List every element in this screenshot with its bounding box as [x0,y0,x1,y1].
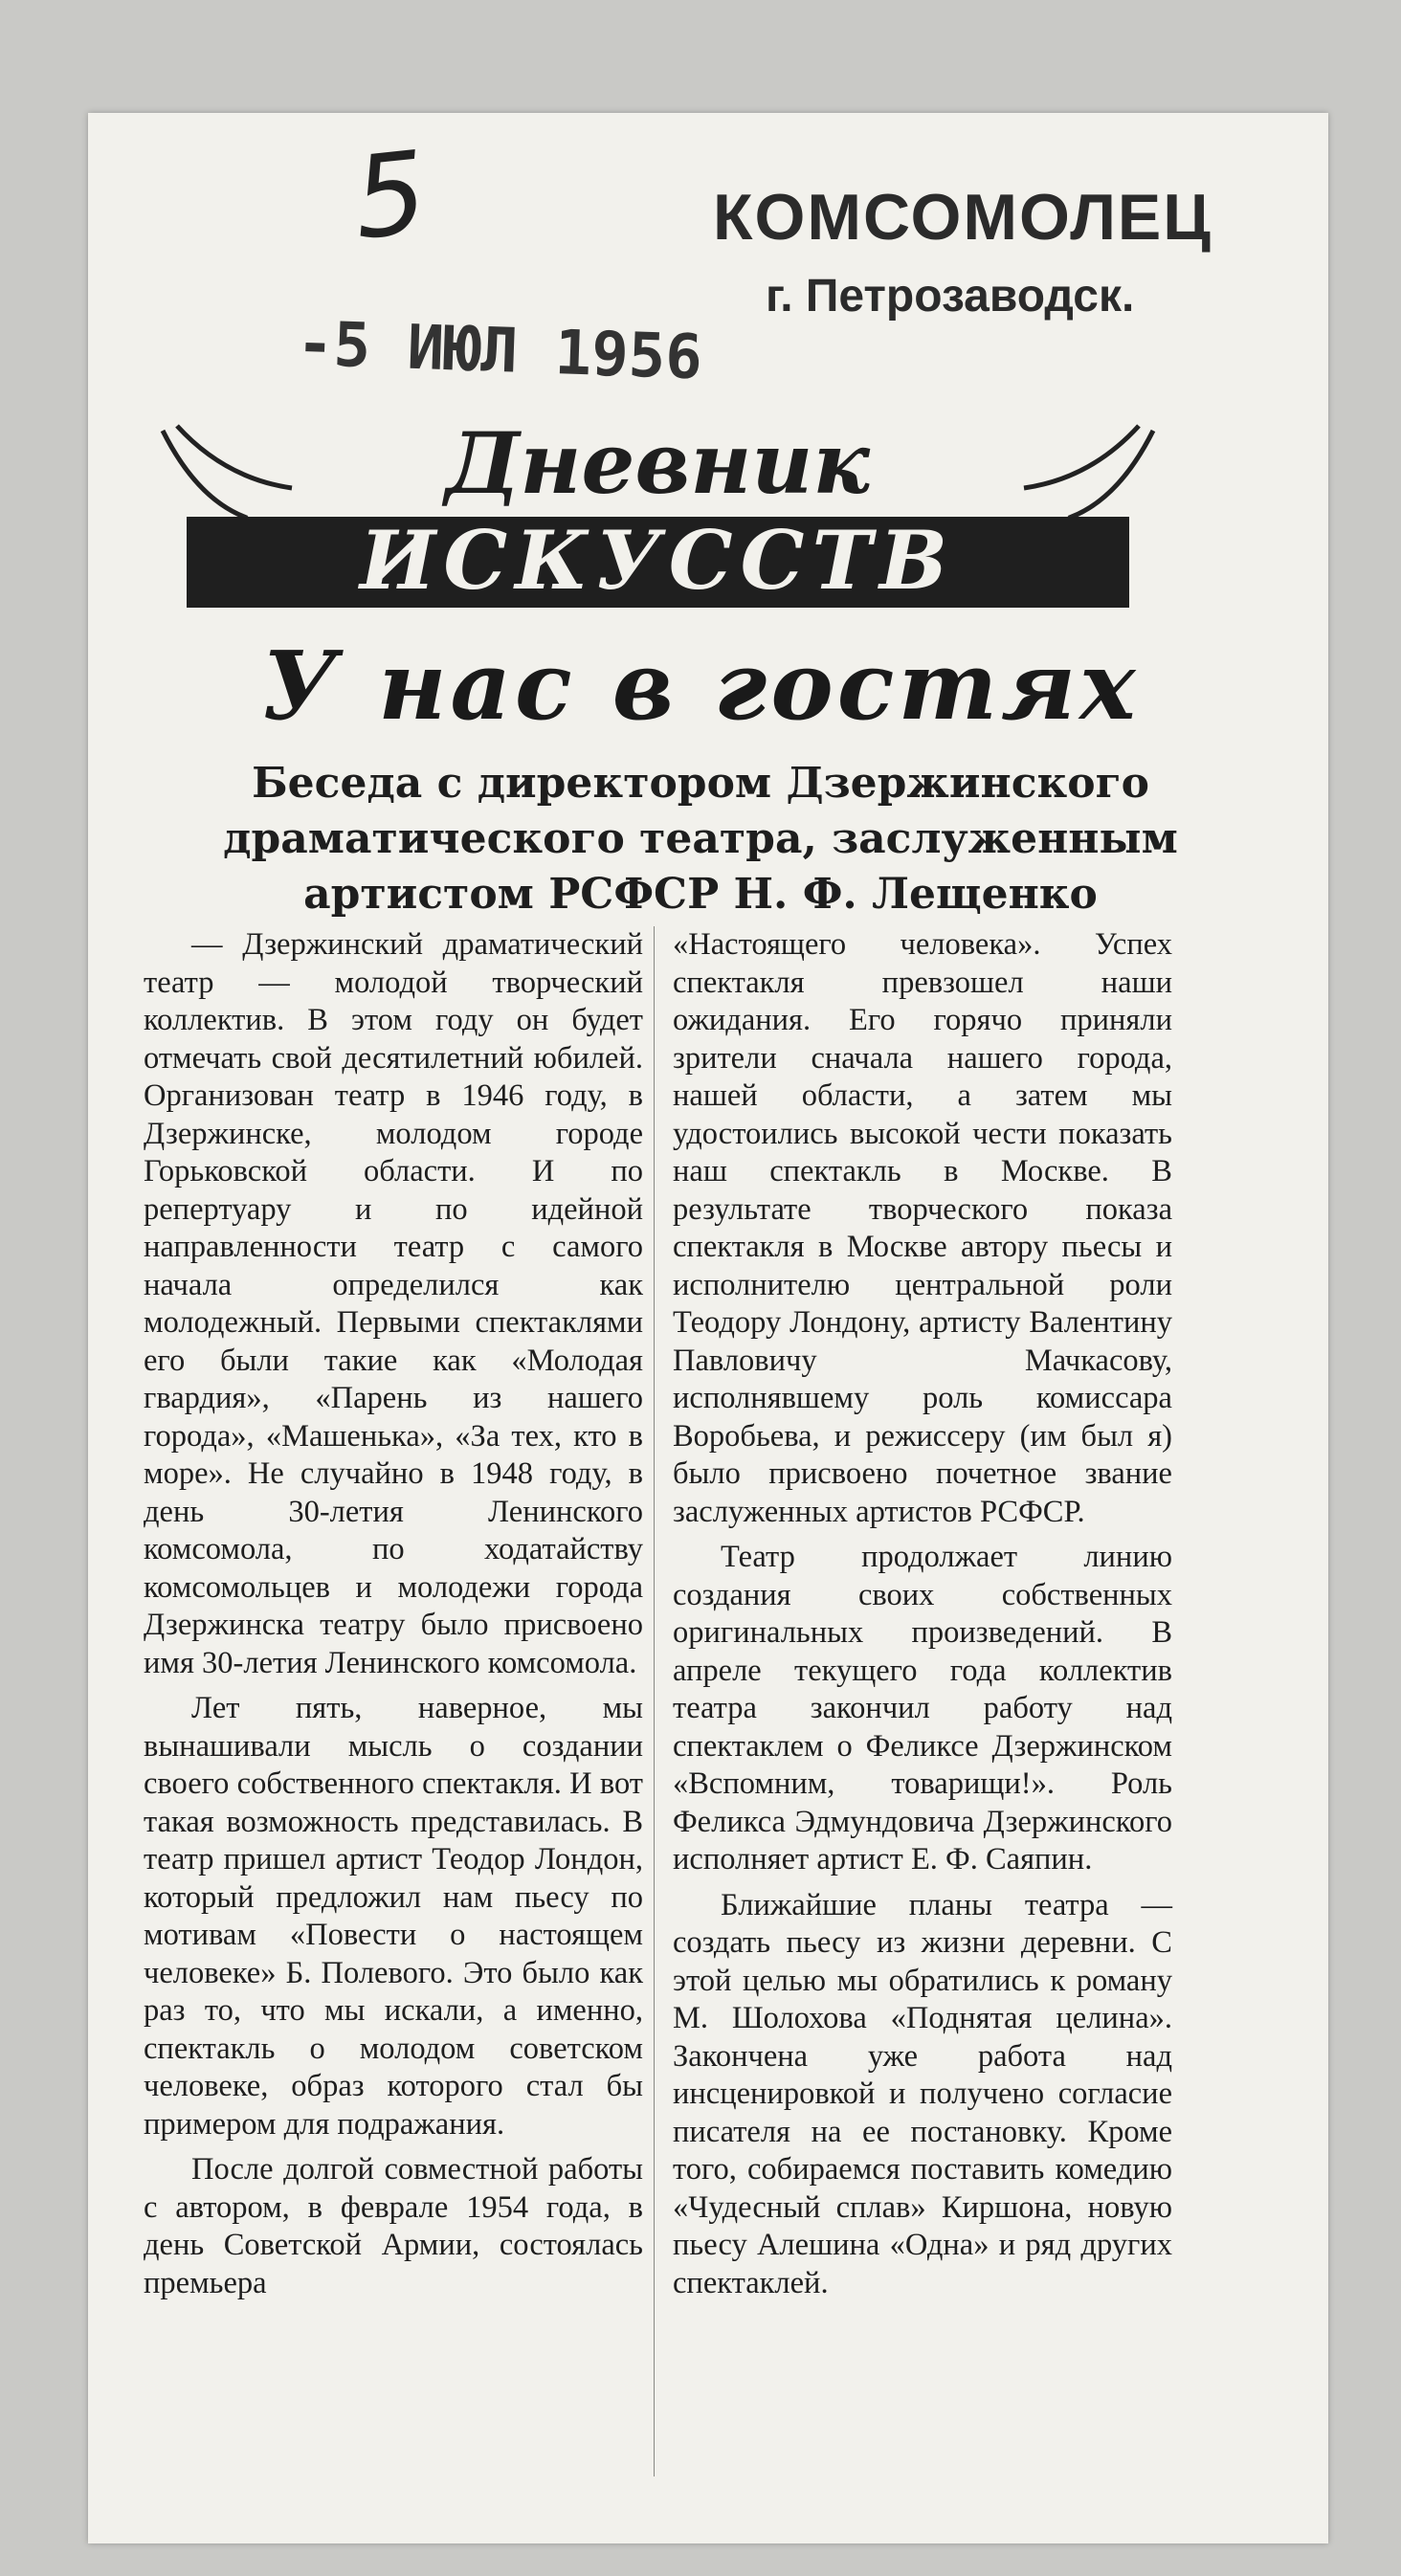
paragraph: Театр продолжает линию создания своих собственных оригинальных произведений. В апреле текущего года коллектив театра закончил работу над спектаклем о Феликсе Дзержинском «Вспомним, товарищи!». Роль Феликса Эдмундовича Дзержинского исполняет артист Е. Ф. Саяпин. [673,1540,1172,1876]
paragraph: «Настоящего человека». Успех спектакля превзошел наши ожидания. Его горячо приняли зрители сначала нашего города, нашей области, а затем мы удостоились высокой чести показать наш спектакль в Москве. В результате творческого показа спектакля в Москве автору пьесы и исполнителю центральной роли Теодору Лондону, артисту Валентину Павловичу Мачкасову, исполнявшему роль комиссара Воробьева, и режиссеру (им был я) было присвоено почетное звание заслуженных артистов РСФСР. [673,927,1172,1529]
date-stamp: -5 ИЮЛ 1956 [295,308,704,394]
paragraph: — Дзержинский драматический театр — молодой творческий коллектив. В этом году он будет отмечать свой десятилетний юбилей. Организован театр в 1946 году, в Дзержинске, молодом городе Горьковской области. И по репертуару и по идейной направленности театр с самого начала определился как молодежный. Первыми спектаклями его были такие как «Молодая гвардия», «Парень из нашего города», «Машенька», «За тех, кто в море». Не случайно в 1948 году, в день 30-летия Ленинского комсомола, по ходатайству комсомольцев и молодежи города Дзержинска театру было присвоено имя 30-летия Ленинского комсомола. [144,927,643,1680]
handwritten-page-number: 5 [346,125,434,265]
article-column-right [673,926,1172,2310]
newspaper-stamp-city: г. Петрозаводск. [766,271,1135,322]
column-divider [654,926,655,2476]
banner-line1: Дневник [445,413,870,513]
article-column-left [144,926,643,2310]
paragraph: Ближайшие планы театра — создать пьесу из жизни деревни. С этой целью мы обратились к роману М. Шолохова «Поднятая целина». Закончена уже работа над инсценировкой и получено согласие писателя на ее постановку. Кроме того, собираемся поставить комедию «Чудесный сплав» Киршона, новую пьесу Алешина «Одна» и ряд других спектаклей. [673,1887,1172,2300]
banner-line2: ИСКУССТВ [359,513,956,608]
newspaper-stamp-title: КОМСОМОЛЕЦ [713,181,1212,254]
paragraph: После долгой совместной работы с автором, в феврале 1954 года, в день Советской Армии, состоялась премьера [144,2152,643,2300]
article-subhead [115,756,1286,922]
paragraph: Лет пять, наверное, мы вынашивали мысль о создании своего собственного спектакля. И вот такая возможность представилась. В театр пришел артист Теодор Лондон, который предложил нам пьесу по мотивам «Повести о настоящем человеке» Б. Полевого. Это было как раз то, что мы искали, а именно, спектакль о молодом советском человеке, образ которого стал бы примером для подражания. [144,1691,643,2142]
subhead-line: драматического театра, заслуженным [223,814,1178,863]
subhead-line: артистом РСФСР Н. Ф. Лещенко [303,870,1098,919]
article-headline: У нас в гостях [261,632,1140,742]
section-banner [158,411,1158,612]
subhead-line: Беседа с директором Дзержинского [252,759,1149,808]
